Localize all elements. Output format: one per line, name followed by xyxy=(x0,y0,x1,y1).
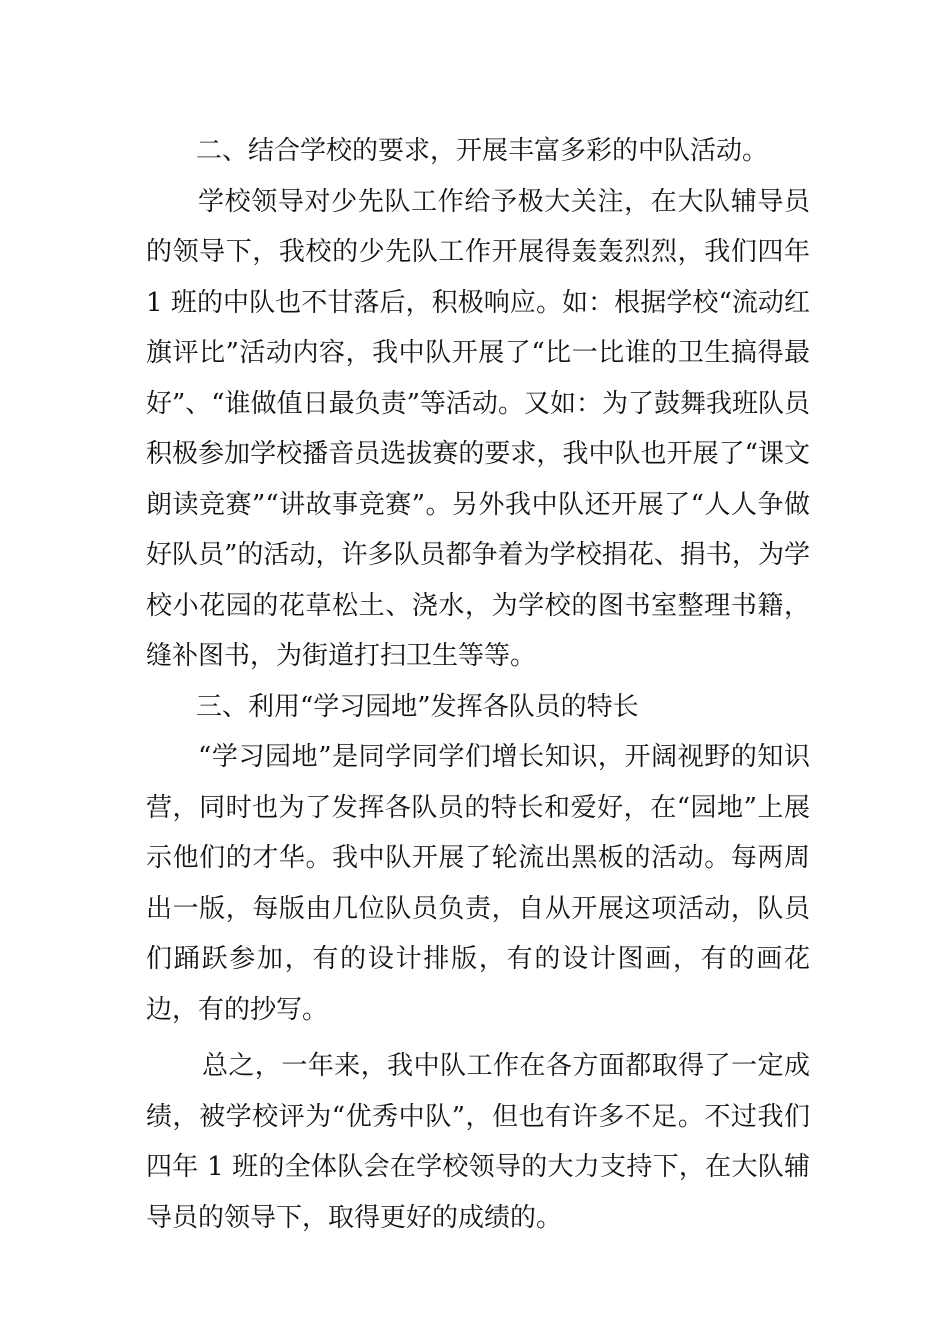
conclusion-paragraph: 总之，一年来，我中队工作在各方面都取得了一定成绩，被学校评为“优秀中队”，但也有许多不足。不过我们四年 1 班的全体队会在学校领导的大力支持下，在大队辅导员的领导下，取得更好的成绩的。 xyxy=(146,1051,810,1233)
section-paragraph-3: “学习园地”是同学同学们增长知识，开阔视野的知识营，同时也为了发挥各队员的特长和爱好，在“园地”上展示他们的才华。我中队开展了轮流出黑板的活动。每两周出一版，每版由几位队员负责，自从开展这项活动，队员们踊跃参加，有的设计排版，有的设计图画，有的画花边，有的抄写。 xyxy=(146,742,810,1025)
section-paragraph-2: 学校领导对少先队工作给予极大关注，在大队辅导员的领导下，我校的少先队工作开展得轰轰烈烈，我们四年 1 班的中队也不甘落后，积极响应。如：根据学校“流动红旗评比”活动内容，我中队开展了“比一比谁的卫生搞得最好”、“谁做值日最负责”等活动。又如：为了鼓舞我班队员积极参加学校播音员选拔赛的要求，我中队也开展了“课文朗读竞赛”“讲故事竞赛”。另外我中队还开展了“人人争做好队员”的活动，许多队员都争着为学校捐花、捐书，为学校小花园的花草松土、浇水，为学校的图书室整理书籍，缝补图书，为街道打扫卫生等等。 xyxy=(146,186,810,671)
document-body xyxy=(146,126,810,1243)
section-heading-3: 三、利用“学习园地”发挥各队员的特长 xyxy=(196,691,639,722)
section-heading-2: 二、结合学校的要求，开展丰富多彩的中队活动。 xyxy=(196,136,769,166)
